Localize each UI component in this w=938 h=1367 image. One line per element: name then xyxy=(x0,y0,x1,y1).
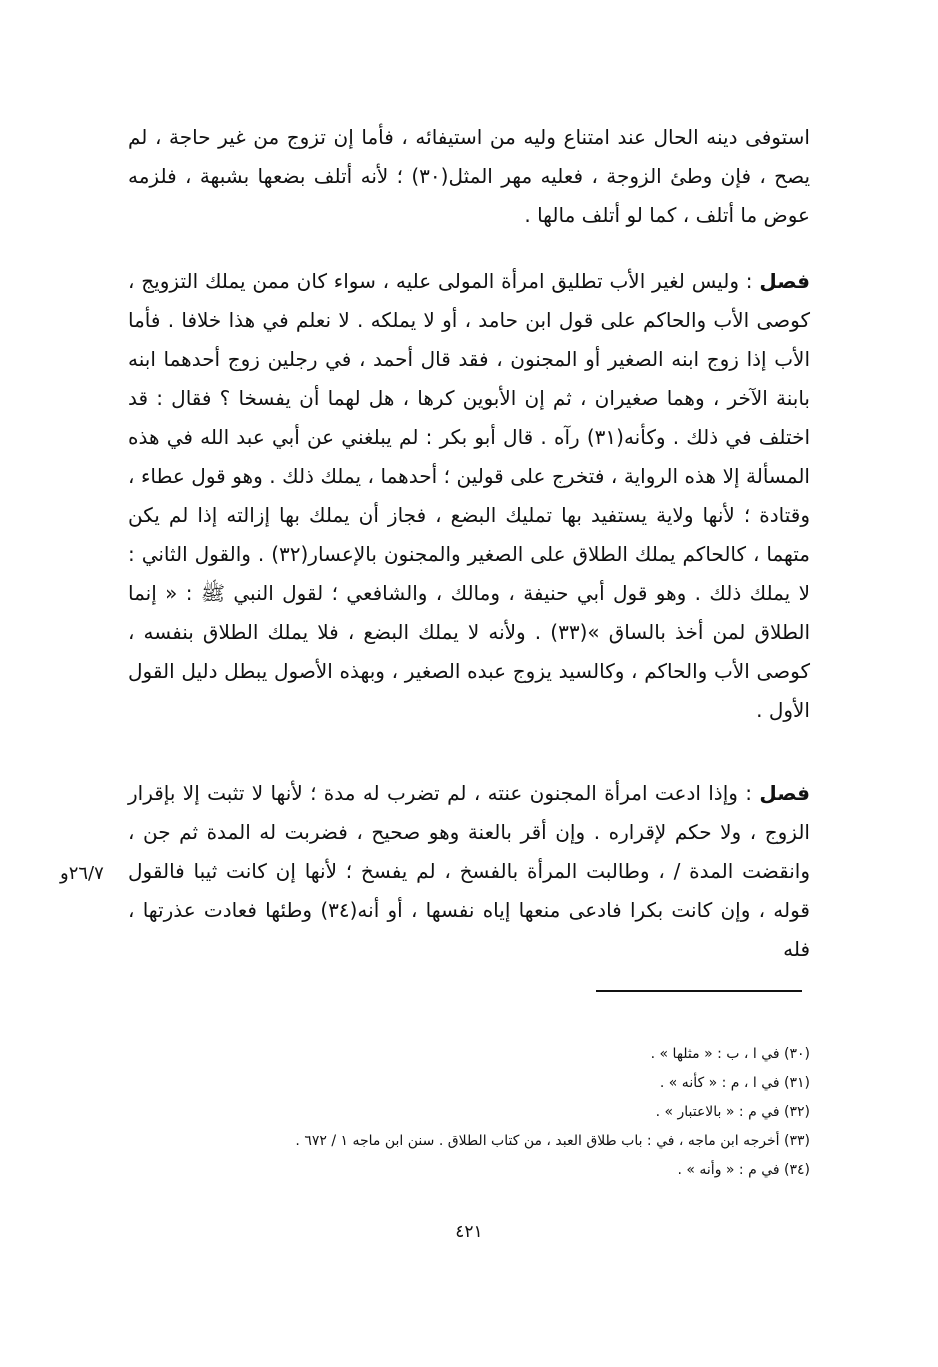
footnote-30: (٣٠) في ا ، ب : « مثلها » . xyxy=(650,1046,810,1062)
paragraph-2-text: : وليس لغير الأب تطليق امرأة المولى عليه ، سواء كان ممن يملك التزويج ، كوصى الأب والحاكم على قول ابن حامد ، أو لا يملكه . لا نعلم في هذا خلافا . فأما الأب إذا زوج ابنه الصغير أو المجنون ، فقد قال أحمد ، في رجلين زوج أحدهما ابنه بابنة الآخر ، وهما صغيران ، ثم إن الأبوين كرها ، هل لهما أن يفسخا ؟ فقال : قد اختلف في ذلك . وكأنه(٣١) رآه . قال أبو بكر : لم يبلغني عن أبي عبد الله في هذه المسألة إلا هذه الرواية ، فتخرج على قولين ؛ أحدهما ، يملك ذلك . وهو قول عطاء ، وقتادة ؛ لأنها ولاية يستفيد بها تمليك البضع ، فجاز أن يملك بها إزالته إذا لم يكن متهما ، كالحاكم يملك الطلاق على الصغير والمجنون بالإعسار(٣٢) . والقول الثاني : لا يملك ذلك . وهو قول أبي حنيفة ، ومالك ، والشافعي ؛ لقول النبي ﷺ : « إنما الطلاق لمن أخذ بالساق »(٣٣) . ولأنه لا يملك البضع ، فلا يملك الطلاق بنفسه ، كوصى الأب والحاكم ، وكالسيد يزوج عبده الصغير ، وبهذه الأصول يبطل دليل القول الأول . xyxy=(128,269,811,722)
paragraph-2-heading: فصل xyxy=(759,269,811,293)
paragraph-3-heading: فصل xyxy=(759,781,811,805)
paragraph-1-text: استوفى دينه الحال عند امتناع وليه من استيفائه ، فأما إن تزوج من غير حاجة ، لم يصح ، فإن وطئ الزوجة ، فعليه مهر المثل(٣٠) ؛ لأنه أتلف بضعها بشبهة ، فلزمه عوض ما أتلف ، كما لو أتلف مالها . xyxy=(128,125,811,227)
manuscript-folio-note: ٢٦/٧و xyxy=(60,863,104,884)
footnote-32: (٣٢) في م : « بالاعتبار » . xyxy=(655,1104,810,1120)
footnote-33: (٣٣) أخرجه ابن ماجه ، في : باب طلاق العبد ، من كتاب الطلاق . سنن ابن ماجه ١ / ٦٧٢ . xyxy=(295,1133,810,1149)
footnote-34: (٣٤) في م : « وأنه » . xyxy=(677,1162,810,1178)
paragraph-3 xyxy=(128,774,810,969)
footnote-divider xyxy=(596,990,802,992)
paragraph-3-text: : وإذا ادعت امرأة المجنون عنته ، لم تضرب له مدة ؛ لأنها لا تثبت إلا بإقرار الزوج ، ولا حكم لإقراره . وإن أقر بالعنة وهو صحيح ، فضربت له المدة ثم جن ، وانقضت المدة / ، وطالبت المرأة بالفسخ ، لم يفسخ ؛ لأنها إن كانت ثيبا فالقول قوله ، وإن كانت بكرا فادعى منعها إياه نفسها ، أو أنه(٣٤) وطئها فعادت عذرتها ، فله xyxy=(128,781,810,961)
page-number: ٤٢١ xyxy=(455,1222,483,1242)
paragraph-2 xyxy=(128,262,810,730)
paragraph-1 xyxy=(128,118,810,235)
footnote-31: (٣١) في ا ، م : « كأنه » . xyxy=(659,1075,810,1091)
footnotes xyxy=(180,1040,810,1185)
